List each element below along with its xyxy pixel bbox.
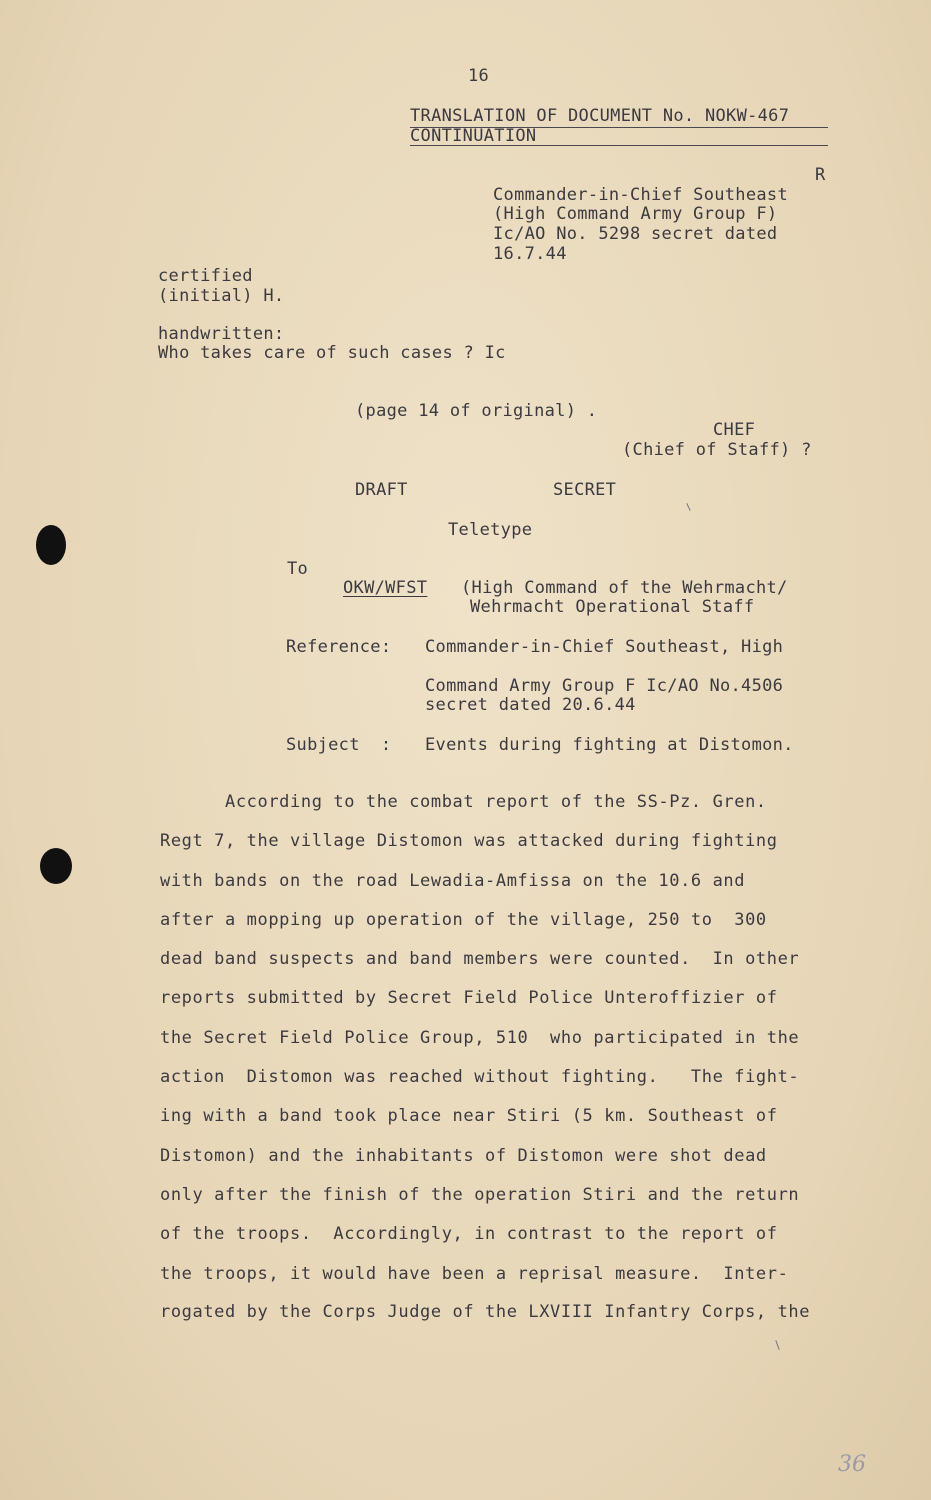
punch-hole-top bbox=[36, 525, 66, 565]
pencil-mark bbox=[686, 503, 690, 511]
body-line: According to the combat report of the SS-Pz. Gren. bbox=[160, 792, 767, 812]
body-line: only after the finish of the operation Stiri and the return bbox=[160, 1185, 800, 1205]
subject-text: Events during fighting at Distomon. bbox=[425, 735, 794, 755]
addressee-code: OKW/WFST bbox=[343, 578, 428, 598]
body-line: dead band suspects and band members were counted. In other bbox=[160, 949, 800, 969]
certified-label: certified bbox=[158, 266, 253, 286]
body-line: of the troops. Accordingly, in contrast to the report of bbox=[160, 1224, 778, 1244]
archive-number: 36 bbox=[838, 1452, 866, 1477]
handwritten-label: handwritten: bbox=[158, 324, 285, 344]
reference-label: Reference: bbox=[286, 637, 392, 657]
source-line-4: 16.7.44 bbox=[493, 244, 567, 264]
pencil-mark bbox=[775, 1340, 779, 1350]
reference-line-1: Commander-in-Chief Southeast, High bbox=[425, 637, 784, 657]
punch-hole-bottom bbox=[40, 848, 72, 884]
addressee-line-2: Wehrmacht Operational Staff bbox=[470, 597, 755, 617]
source-line-3: Ic/AO No. 5298 secret dated bbox=[493, 224, 778, 244]
reference-line-2: Command Army Group F Ic/AO No.4506 bbox=[425, 676, 784, 696]
source-line-2: (High Command Army Group F) bbox=[493, 204, 778, 224]
body-line: Regt 7, the village Distomon was attacked during fighting bbox=[160, 831, 778, 851]
draft-label: DRAFT bbox=[355, 480, 408, 500]
certified-initial: (initial) H. bbox=[158, 286, 285, 306]
body-line: the troops, it would have been a reprisal measure. Inter- bbox=[160, 1264, 789, 1284]
secret-label: SECRET bbox=[553, 480, 617, 500]
addressee-line-1: (High Command of the Wehrmacht/ bbox=[461, 578, 788, 598]
body-line: with bands on the road Lewadia-Amfissa on the 10.6 and bbox=[160, 871, 746, 891]
body-line: after a mopping up operation of the village, 250 to 300 bbox=[160, 910, 767, 930]
to-label: To bbox=[287, 559, 309, 579]
marker-r: R bbox=[815, 165, 826, 185]
header-continuation: CONTINUATION bbox=[410, 126, 537, 146]
body-line: the Secret Field Police Group, 510 who participated in the bbox=[160, 1028, 800, 1048]
body-line: reports submitted by Secret Field Police Unteroffizier of bbox=[160, 988, 778, 1008]
header-title: TRANSLATION OF DOCUMENT No. NOKW-467 bbox=[410, 106, 790, 126]
source-line-1: Commander-in-Chief Southeast bbox=[493, 185, 788, 205]
header-rule-2 bbox=[410, 145, 828, 146]
chef-label: CHEF bbox=[713, 420, 756, 440]
body-line: ing with a band took place near Stiri (5 km. Southeast of bbox=[160, 1106, 778, 1126]
page-of-original: (page 14 of original) . bbox=[355, 401, 598, 421]
body-line: Distomon) and the inhabitants of Distomon were shot dead bbox=[160, 1146, 767, 1166]
page-number: 16 bbox=[468, 66, 490, 86]
reference-line-3: secret dated 20.6.44 bbox=[425, 695, 636, 715]
body-line: action Distomon was reached without fighting. The fight- bbox=[160, 1067, 800, 1087]
body-line: rogated by the Corps Judge of the LXVIII Infantry Corps, the bbox=[160, 1302, 811, 1322]
handwritten-note: Who takes care of such cases ? Ic bbox=[158, 343, 506, 363]
chef-note: (Chief of Staff) ? bbox=[622, 440, 812, 460]
subject-label: Subject : bbox=[286, 735, 392, 755]
teletype-label: Teletype bbox=[448, 520, 533, 540]
